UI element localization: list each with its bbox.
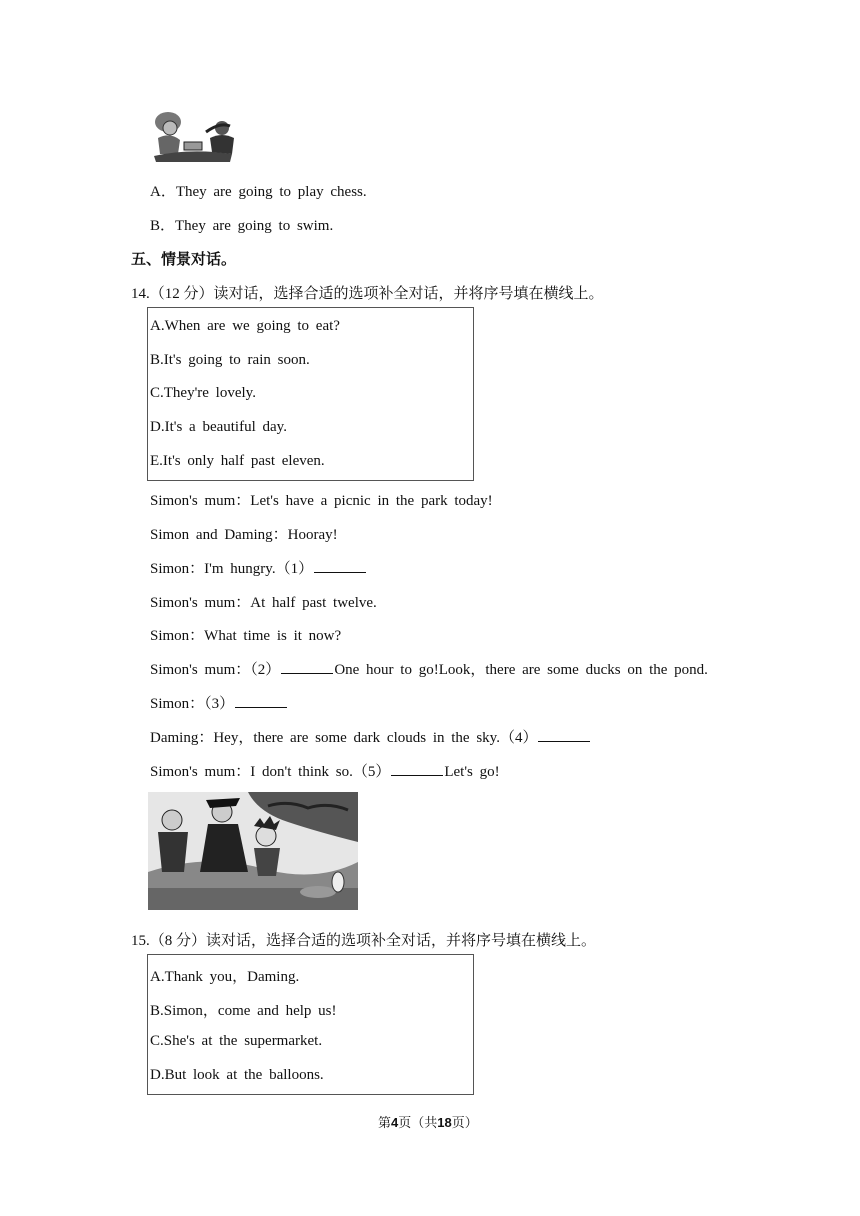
answer-blank-4[interactable] — [538, 740, 590, 742]
q15-option-a: A.Thank you，Daming. — [150, 969, 300, 985]
dialogue-line-8-text: Daming：Hey，there are some dark clouds in the sky.（4） — [150, 730, 538, 746]
dialogue-line-1: Simon's mum：Let's have a picnic in the park today! — [150, 493, 493, 509]
dialogue-line-5: Simon：What time is it now? — [150, 628, 342, 644]
dialogue-line-9 — [150, 760, 500, 781]
footer-mid: 页（共 — [398, 1115, 438, 1130]
footer-prefix: 第 — [378, 1115, 392, 1130]
answer-blank-5[interactable] — [391, 774, 443, 776]
q14-option-e: E.It's only half past eleven. — [150, 453, 325, 469]
dialogue-line-4: Simon's mum：At half past twelve. — [150, 595, 377, 611]
answer-blank-1[interactable] — [314, 571, 366, 573]
dialogue-line-6 — [150, 658, 708, 679]
footer-total-pages: 18 — [437, 1115, 452, 1130]
q14-option-c: C.They're lovely. — [150, 385, 256, 401]
page-footer — [378, 1112, 478, 1131]
dialogue-line-2: Simon and Daming：Hooray! — [150, 527, 338, 543]
answer-blank-3[interactable] — [235, 706, 287, 708]
q15-option-c: C.She's at the supermarket. — [150, 1033, 323, 1049]
section-heading: 五、情景对话。 — [131, 252, 237, 268]
chess-picture — [150, 110, 236, 164]
q14-option-a: A.When are we going to eat? — [150, 318, 340, 334]
dialogue-line-6-rest: One hour to go!Look，there are some ducks on the pond. — [334, 662, 708, 678]
dialogue-line-9-rest: Let's go! — [444, 764, 500, 780]
dialogue-line-9-text: Simon's mum：I don't think so.（5） — [150, 764, 391, 780]
dialogue-line-7-text: Simon：（3） — [150, 696, 235, 712]
footer-page-number: 4 — [391, 1115, 399, 1130]
q15-option-d: D.But look at the balloons. — [150, 1067, 324, 1083]
q14-option-b: B.It's going to rain soon. — [150, 352, 310, 368]
dialogue-line-3 — [150, 557, 367, 578]
answer-blank-2[interactable] — [281, 672, 333, 674]
dialogue-line-7 — [150, 692, 288, 713]
picnic-picture — [148, 792, 358, 910]
q13-option-a: A．They are going to play chess. — [150, 184, 367, 200]
footer-suffix: 页） — [451, 1115, 478, 1130]
q14-option-d: D.It's a beautiful day. — [150, 419, 287, 435]
q15-option-b: B.Simon，come and help us! — [150, 1003, 337, 1019]
dialogue-line-3-text: Simon：I'm hungry.（1） — [150, 561, 314, 577]
dialogue-line-6-text: Simon's mum：（2） — [150, 662, 281, 678]
dialogue-line-8 — [150, 726, 591, 747]
q15-stem: 15.（8 分）读对话，选择合适的选项补全对话，并将序号填在横线上。 — [131, 933, 597, 949]
q13-option-b: B．They are going to swim. — [150, 218, 334, 234]
q14-stem: 14.（12 分）读对话，选择合适的选项补全对话，并将序号填在横线上。 — [131, 286, 604, 302]
